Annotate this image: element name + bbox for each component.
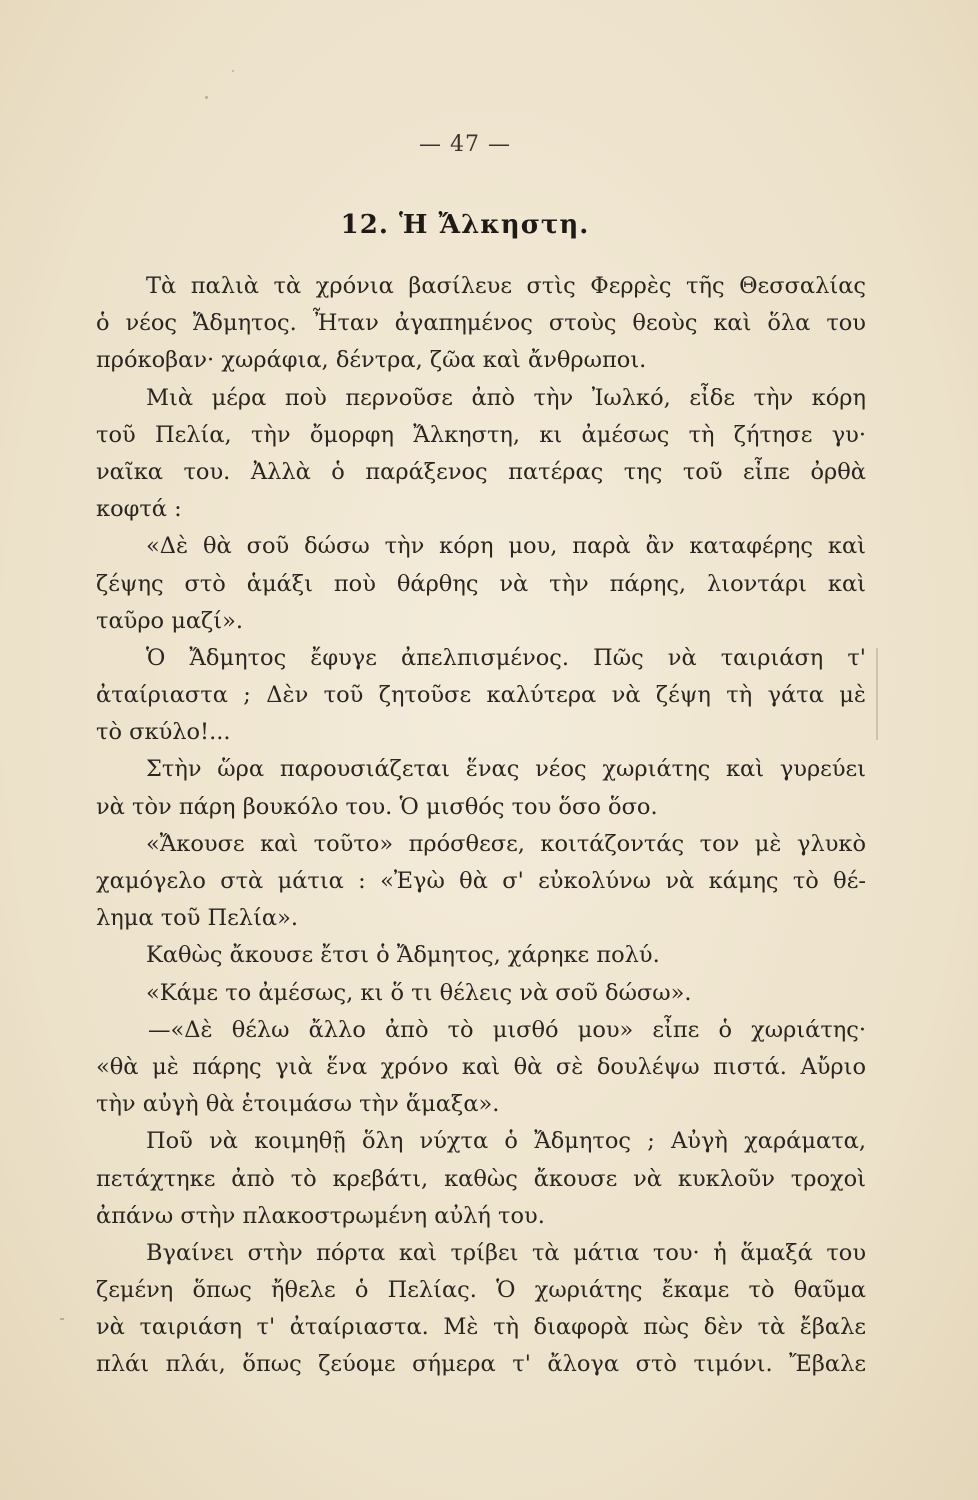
body-text — [96, 268, 866, 1384]
chapter-title: 12. Ἡ Ἄλκηστη. — [340, 210, 590, 240]
text-line: νὰ τὸν πάρη βουκόλο του. Ὁ μισθός του ὅσο ὅσο. — [96, 793, 658, 820]
text-line: Ὁ Ἄδμητος ἔφυγε ἀπελπισμένος. Πῶς νὰ ταιριάση τ' — [146, 644, 866, 671]
text-line: Μιὰ μέρα ποὺ περνοῦσε ἀπὸ τὴν Ἰωλκό, εἶδε τὴν κόρη — [146, 384, 866, 411]
text-line: «Ἄκουσε καὶ τοῦτο» πρόσθεσε, κοιτάζοντάς τον μὲ γλυκὸ — [146, 830, 866, 857]
text-line: ἀταίριαστα ; Δὲν τοῦ ζητοῦσε καλύτερα νὰ ζέψη τὴ γάτα μὲ — [96, 682, 866, 709]
text-line: νὰ ταιριάση τ' ἀταίριαστα. Μὲ τὴ διαφορὰ πὼς δὲν τὰ ἔβαλε — [96, 1314, 866, 1341]
text-line: ναῖκα του. Ἀλλὰ ὁ παράξενος πατέρας της τοῦ εἶπε ὀρθὰ — [96, 458, 866, 485]
text-line: ἀπάνω στὴν πλακοστρωμένη αὐλή του. — [96, 1202, 545, 1229]
text-line: ταῦρο μαζί». — [96, 607, 243, 634]
text-line: τὴν αὐγὴ θὰ ἑτοιμάσω τὴν ἅμαξα». — [96, 1091, 500, 1118]
text-line: Καθὼς ἄκουσε ἔτσι ὁ Ἄδμητος, χάρηκε πολύ. — [146, 942, 660, 969]
text-line: Στὴν ὥρα παρουσιάζεται ἕνας νέος χωριάτης καὶ γυρεύει — [146, 756, 866, 783]
paper-crease — [876, 648, 878, 740]
text-line: τὸ σκύλο!... — [96, 719, 231, 746]
text-line: χαμόγελο στὰ μάτια : «Ἐγὼ θὰ σ' εὐκολύνω νὰ κάμης τὸ θέ- — [96, 868, 866, 894]
text-line: Τὰ παλιὰ τὰ χρόνια βασίλευε στὶς Φερρὲς τῆς Θεσσαλίας — [146, 273, 866, 299]
paper-speck — [205, 96, 208, 99]
text-line: «Δὲ θὰ σοῦ δώσω τὴν κόρη μου, παρὰ ἂν καταφέρης καὶ — [146, 533, 866, 560]
text-line: —«Δὲ θέλω ἄλλο ἀπὸ τὸ μισθό μου» εἶπε ὁ χωριάτης· — [148, 1016, 866, 1043]
text-line: Βγαίνει στὴν πόρτα καὶ τρίβει τὰ μάτια του· ἡ ἅμαξά του — [146, 1239, 866, 1266]
page-number: — 47 — — [419, 132, 511, 157]
text-line: πετάχτηκε ἀπὸ τὸ κρεβάτι, καθὼς ἄκουσε νὰ κυκλοῦν τροχοὶ — [96, 1165, 866, 1192]
text-line: κοφτά : — [96, 496, 182, 523]
text-line: τοῦ Πελία, τὴν ὄμορφη Ἄλκηστη, κι ἀμέσως τὴ ζήτησε γυ· — [96, 421, 866, 448]
text-line: ζεμένη ὅπως ἤθελε ὁ Πελίας. Ὁ χωριάτης ἔκαμε τὸ θαῦμα — [96, 1277, 866, 1304]
text-line: πλάι πλάι, ὅπως ζεύομε σήμερα τ' ἄλογα στὸ τιμόνι. Ἔβαλε — [96, 1351, 866, 1378]
text-line: πρόκοβαν· χωράφια, δέντρα, ζῶα καὶ ἄνθρωποι. — [96, 347, 647, 374]
paper-speck — [232, 70, 234, 72]
text-line: «θὰ μὲ πάρης γιὰ ἕνα χρόνο καὶ θὰ σὲ δουλέψω πιστά. Αὔριο — [96, 1053, 866, 1080]
text-line: ζέψης στὸ ἁμάξι ποὺ θάρθης νὰ τὴν πάρης, λιοντάρι καὶ — [96, 570, 866, 597]
text-line: Ποῦ νὰ κοιμηθῇ ὅλη νύχτα ὁ Ἄδμητος ; Αὐγὴ χαράματα, — [146, 1128, 866, 1155]
paper-speck — [60, 1318, 64, 1320]
text-line: ὁ νέος Ἄδμητος. Ἦταν ἀγαπημένος στοὺς θεοὺς καὶ ὅλα του — [96, 310, 866, 337]
text-line: «Κάμε το ἀμέσως, κι ὅ τι θέλεις νὰ σοῦ δώσω». — [146, 979, 692, 1006]
text-line: λημα τοῦ Πελία». — [96, 905, 299, 932]
